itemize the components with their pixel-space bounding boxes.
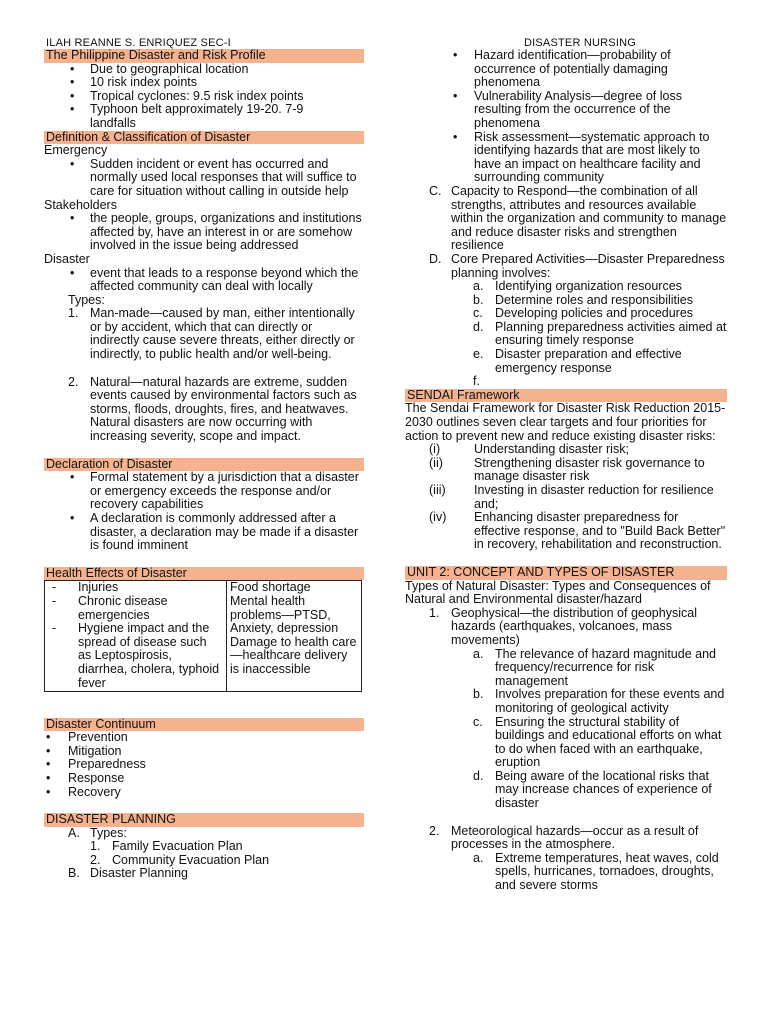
item-text: Types: <box>90 825 127 840</box>
section-heading-unit2: UNIT 2: CONCEPT AND TYPES OF DISASTER <box>405 566 727 580</box>
list-item: • Typhoon belt approximately 19-20. 7-9 landfalls <box>44 103 364 130</box>
item-letter: d. <box>473 768 484 783</box>
item-text: Investing in disaster reduction for resilience and; <box>474 483 714 511</box>
item-letter: a. <box>473 850 484 865</box>
list-item <box>405 484 727 511</box>
list-item <box>44 854 364 868</box>
item-number: 2. <box>68 374 79 389</box>
item-text: The relevance of hazard magnitude and frequency/recurrence for risk management <box>495 646 716 688</box>
table-item: - Hygiene impact and the spread of disease such as Leptospirosis, diarrhea, cholera, typhoid fever <box>48 622 223 690</box>
item-letter: f. <box>473 374 480 389</box>
capacity-item <box>405 185 727 253</box>
item-text: Meteorological hazards—occur as a result of processes in the atmosphere. <box>451 823 699 852</box>
table-cell <box>227 581 362 691</box>
item-text: Involves preparation for these events and monitoring of geological activity <box>495 687 725 715</box>
list-item <box>405 852 727 893</box>
list-item <box>405 348 727 375</box>
hazard-list <box>405 49 727 185</box>
item-number: 2. <box>429 823 440 838</box>
item-text: Disaster preparation and effective emergency response <box>495 347 682 375</box>
list-item: • A declaration is commonly addressed after a disaster, a declaration may be made if a disaster is found imminent <box>44 512 364 553</box>
item-text: Planning preparedness activities aimed at ensuring timely response <box>495 319 727 348</box>
list-item <box>405 375 727 389</box>
meteorological-item <box>405 825 727 852</box>
planning-b <box>44 867 364 881</box>
item-text: Core Prepared Activities—Disaster Preparedness planning involves: <box>451 251 725 280</box>
item-text: Family Evacuation Plan <box>112 839 243 854</box>
item-text: Being aware of the locational risks that may increase chances of experience of disaster <box>495 768 712 811</box>
list-item: • Vulnerability Analysis—degree of loss resulting from the occurrence of the phenomena <box>405 90 727 131</box>
list-item <box>405 280 727 294</box>
section-heading-definition: Definition & Classification of Disaster <box>44 131 364 145</box>
subheading-stakeholders: Stakeholders <box>44 197 117 212</box>
list-item <box>44 840 364 854</box>
item-text: Disaster Planning <box>90 866 188 881</box>
item-letter: c. <box>473 306 483 321</box>
list-item: • event that leads to a response beyond which the affected community can deal with locally <box>44 267 364 294</box>
list-item <box>405 321 727 348</box>
item-text: Natural—natural hazards are extreme, sudden events caused by environmental factors such as storms, floods, droughts, fires, and heatwaves. Natural disasters are now occurring with increasing severity, scope and impact. <box>90 374 357 444</box>
table-item: Damage to health care—healthcare delivery is inaccessible <box>230 634 357 676</box>
item-text: Extreme temperatures, heat waves, cold spells, hurricanes, tornadoes, droughts, and severe storms <box>495 850 719 893</box>
subheading-emergency: Emergency <box>44 143 108 158</box>
list-item: • 10 risk index points <box>44 76 364 90</box>
health-effects-table <box>44 580 362 691</box>
list-item: • Tropical cyclones: 9.5 risk index points <box>44 90 364 104</box>
list-item <box>405 770 727 811</box>
section-heading-declaration: Declaration of Disaster <box>44 458 364 472</box>
list-item: • Risk assessment—systematic approach to identifying hazards that are most likely to have an impact on healthcare facility and surrounding community <box>405 131 727 185</box>
list-item <box>405 648 727 689</box>
subheading-disaster: Disaster <box>44 251 90 266</box>
unit2-intro: Types of Natural Disaster: Types and Consequences of Natural and Environmental disaster/hazard <box>405 578 711 607</box>
list-item: • Mitigation <box>44 745 364 759</box>
item-letter: e. <box>473 347 484 362</box>
types-list <box>44 307 364 443</box>
item-text: Enhancing disaster preparedness for effective response, and to "Build Back Better" in recovery, rehabilitation and reconstruction. <box>474 510 726 552</box>
item-letter: C. <box>429 183 442 198</box>
item-text: Community Evacuation Plan <box>112 852 270 867</box>
section-heading-profile: The Philippine Disaster and Risk Profile <box>44 49 364 63</box>
geophysical-list <box>405 648 727 811</box>
item-number: 1. <box>68 306 79 321</box>
list-item <box>405 443 727 457</box>
right-column <box>405 49 727 893</box>
item-letter: b. <box>473 292 484 307</box>
list-item <box>405 457 727 484</box>
list-item: • Hazard identification—probability of occurrence of potentially damaging phenomena <box>405 49 727 90</box>
item-letter: a. <box>473 279 484 294</box>
item-number: 1. <box>429 605 440 620</box>
profile-list <box>44 63 364 131</box>
list-item: • Formal statement by a jurisdiction that a disaster or emergency exceeds the response and/or recovery capabilities <box>44 471 364 512</box>
item-text: Strengthening disaster risk governance to manage disaster risk <box>474 455 705 484</box>
item-number: 2. <box>90 852 101 867</box>
list-item <box>405 716 727 770</box>
list-item: • Response <box>44 772 364 786</box>
item-numeral: (i) <box>429 442 441 457</box>
header-author: ILAH REANNE S. ENRIQUEZ SEC-I <box>46 37 231 49</box>
item-letter: a. <box>473 646 484 661</box>
item-text: Developing policies and procedures <box>495 306 694 321</box>
item-letter: D. <box>429 251 442 266</box>
table-cell <box>45 581 227 691</box>
stakeholders-list <box>44 212 364 253</box>
list-item <box>405 307 727 321</box>
sendai-intro: The Sendai Framework for Disaster Risk Reduction 2015-2030 outlines seven clear targets and four priorities for action to prevent new and reduce existing disaster risks: <box>405 401 726 443</box>
item-text: Geophysical—the distribution of geophysical hazards (earthquakes, volcanoes, mass movements) <box>451 605 697 647</box>
list-item <box>405 688 727 715</box>
item-numeral: (iii) <box>429 483 446 497</box>
core-activities-list <box>405 280 727 389</box>
list-item <box>44 376 364 444</box>
types-label: Types: <box>68 292 105 307</box>
item-numeral: (ii) <box>429 455 443 470</box>
emergency-list <box>44 158 364 199</box>
planning-a <box>44 827 364 841</box>
continuum-list <box>44 731 364 799</box>
list-item <box>44 307 364 361</box>
table-item: - Injuries <box>48 581 223 595</box>
list-item <box>405 294 727 308</box>
item-text: Man-made—caused by man, either intentionally or by accident, which that can directly or indirectly cause severe threats, either directly or indirectly, to public health and/or well-being. <box>90 306 355 362</box>
item-number: 1. <box>90 839 101 854</box>
table-item: - Chronic disease emergencies <box>48 595 223 622</box>
section-heading-continuum: Disaster Continuum <box>44 718 364 732</box>
item-letter: B. <box>68 866 80 881</box>
item-numeral: (iv) <box>429 510 447 525</box>
list-item: • Recovery <box>44 786 364 800</box>
table-item: Food shortage <box>230 580 311 595</box>
table-item: Mental health problems—PTSD, Anxiety, depression <box>230 593 339 636</box>
list-item: • Prevention <box>44 731 364 745</box>
item-letter: b. <box>473 687 484 702</box>
sendai-priorities <box>405 443 727 552</box>
item-text: Understanding disaster risk; <box>474 442 629 457</box>
geophysical-item <box>405 607 727 648</box>
section-heading-health: Health Effects of Disaster <box>44 567 364 581</box>
item-letter: A. <box>68 825 80 840</box>
disaster-list <box>44 267 364 294</box>
declaration-list <box>44 471 364 553</box>
item-text: Determine roles and responsibilities <box>495 292 694 307</box>
section-heading-sendai: SENDAI Framework <box>405 389 727 403</box>
list-item <box>405 511 727 552</box>
list-item: • the people, groups, organizations and institutions affected by, have an interest in or are somehow involved in the issue being addressed <box>44 212 364 253</box>
list-item: • Preparedness <box>44 758 364 772</box>
left-column <box>44 49 364 881</box>
item-text: Capacity to Respond—the combination of all strengths, attributes and resources available within the organization and community to manage and reduce disaster risks and strengthen resilience <box>451 183 727 253</box>
header-course: DISASTER NURSING <box>524 37 636 49</box>
item-letter: d. <box>473 319 484 334</box>
core-activities-item <box>405 253 727 280</box>
section-heading-planning: DISASTER PLANNING <box>44 813 364 827</box>
list-item: • Sudden incident or event has occurred and normally used local responses that will suffice to care for situation without calling in outside help <box>44 158 364 199</box>
item-text: Ensuring the structural stability of buildings and educational efforts on what to do when faced with an earthquake, eruption <box>495 714 722 770</box>
item-letter: c. <box>473 714 483 729</box>
item-text: Identifying organization resources <box>495 279 682 294</box>
list-item: • Due to geographical location <box>44 63 364 77</box>
